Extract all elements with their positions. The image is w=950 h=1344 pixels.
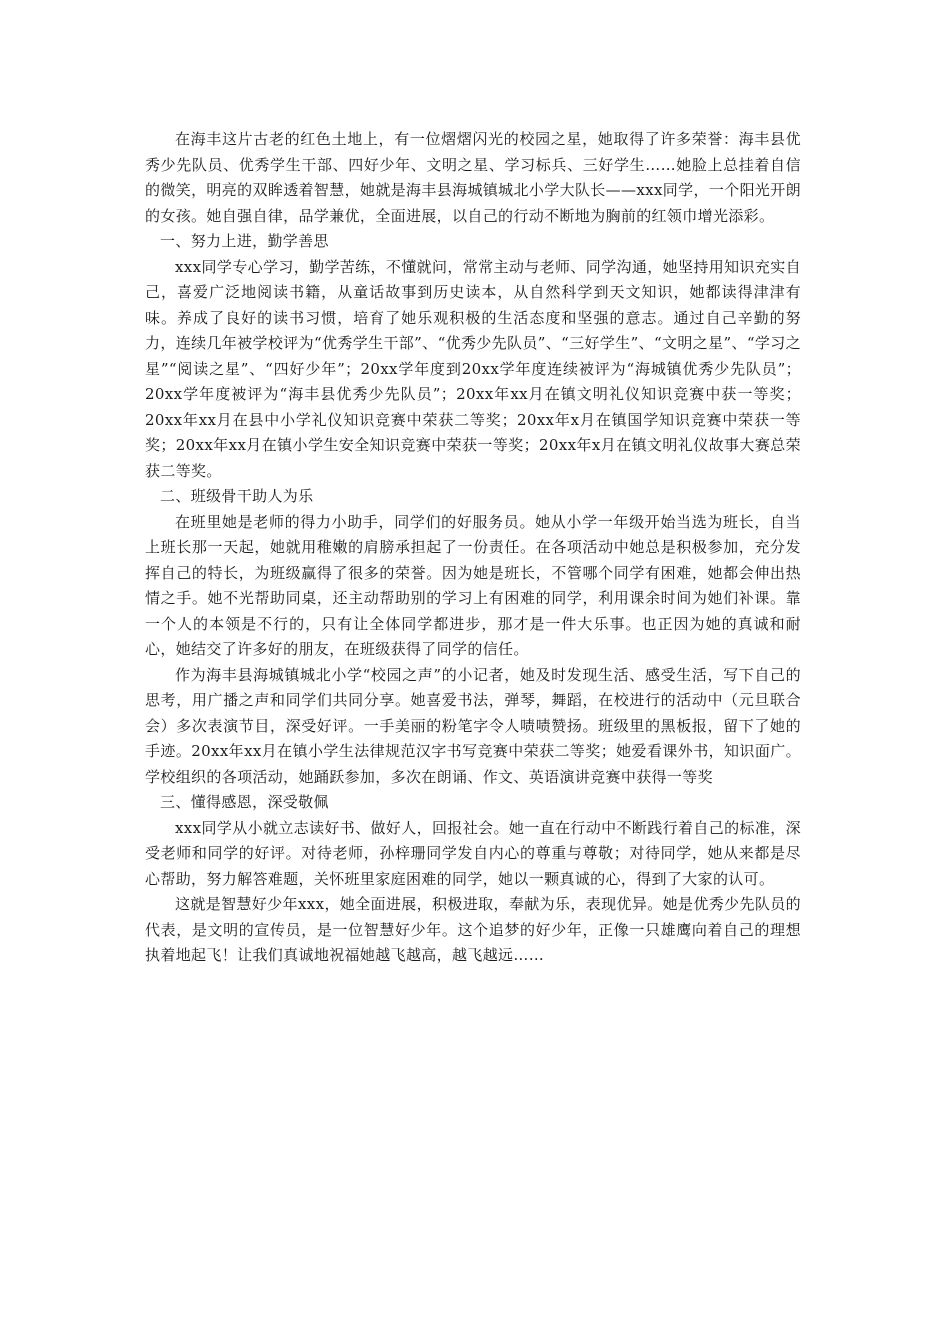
section-heading-1: 一、努力上进，勤学善思 bbox=[160, 232, 329, 250]
document-body bbox=[145, 127, 801, 969]
section-heading-2: 二、班级骨干助人为乐 bbox=[160, 487, 314, 505]
section-3-paragraph: xxx同学从小就立志读好书、做好人，回报社会。她一直在行动中不断践行着自己的标准，深受老师和同学的好评。对待老师，孙梓珊同学发自内心的尊重与尊敬；对待同学，她从来都是尽心帮助，努力解答难题，关怀班里家庭困难的同学，她以一颗真诚的心，得到了大家的认可。 bbox=[145, 818, 801, 888]
section-2-paragraph-2: 作为海丰县海城镇城北小学“校园之声”的小记者，她及时发现生活、感受生活，写下自己的思考，用广播之声和同学们共同分享。她喜爱书法，弹琴，舞蹈，在校进行的活动中（元旦联合会）多次表演节目，深受好评。一手美丽的粉笔字令人啧啧赞扬。班级里的黑板报，留下了她的手迹。20xx年xx月在镇小学生法律规范汉字书写竞赛中荣获二等奖；她爱看课外书，知识面广。学校组织的各项活动，她踊跃参加，多次在朗诵、作文、英语演讲竞赛中获得一等奖 bbox=[145, 665, 801, 786]
intro-paragraph: 在海丰这片古老的红色土地上，有一位熠熠闪光的校园之星，她取得了许多荣誉：海丰县优秀少先队员、优秀学生干部、四好少年、文明之星、学习标兵、三好学生……她脸上总挂着自信的微笑，明亮的双眸透着智慧，她就是海丰县海城镇城北小学大队长——xxx同学，一个阳光开朗的女孩。她自强自律，品学兼优，全面进展，以自己的行动不断地为胸前的红领巾增光添彩。 bbox=[145, 130, 801, 225]
section-2-paragraph-1: 在班里她是老师的得力小助手，同学们的好服务员。她从小学一年级开始当选为班长，自当上班长那一天起，她就用稚嫩的肩膀承担起了一份责任。在各项活动中她总是积极参加，充分发挥自己的特长，为班级赢得了很多的荣誉。因为她是班长，不管哪个同学有困难，她都会伸出热情之手。她不光帮助同桌，还主动帮助别的学习上有困难的同学，利用课余时间为她们补课。靠一个人的本领是不行的，只有让全体同学都进步，那才是一件大乐事。也正因为她的真诚和耐心，她结交了许多好的朋友，在班级获得了同学的信任。 bbox=[145, 512, 801, 658]
section-heading-3: 三、懂得感恩，深受敬佩 bbox=[160, 793, 329, 811]
closing-paragraph: 这就是智慧好少年xxx，她全面进展，积极进取，奉献为乐，表现优异。她是优秀少先队员的代表，是文明的宣传员，是一位智慧好少年。这个追梦的好少年，正像一只雄鹰向着自己的理想执着地起飞！让我们真诚地祝福她越飞越高，越飞越远…… bbox=[145, 895, 801, 964]
section-1-paragraph: xxx同学专心学习，勤学苦练，不懂就问，常常主动与老师、同学沟通，她坚持用知识充实自己，喜爱广泛地阅读书籍，从童话故事到历史读本，从自然科学到天文知识，她都读得津津有味。养成了良好的读书习惯，培育了她乐观积极的生活态度和坚强的意志。通过自己辛勤的努力，连续几年被学校评为“优秀学生干部”、“优秀少先队员”、“三好学生”、“文明之星”、“学习之星”“阅读之星”、“四好少年”；20xx学年度到20xx学年度连续被评为“海城镇优秀少先队员”；20xx学年度被评为“海丰县优秀少先队员”；20xx年xx月在镇文明礼仪知识竞赛中获一等奖；20xx年xx月在县中小学礼仪知识竞赛中荣获二等奖；20xx年x月在镇国学知识竞赛中荣获一等奖；20xx年xx月在镇小学生安全知识竞赛中荣获一等奖；20xx年x月在镇文明礼仪故事大赛总荣获二等奖。 bbox=[145, 257, 801, 480]
